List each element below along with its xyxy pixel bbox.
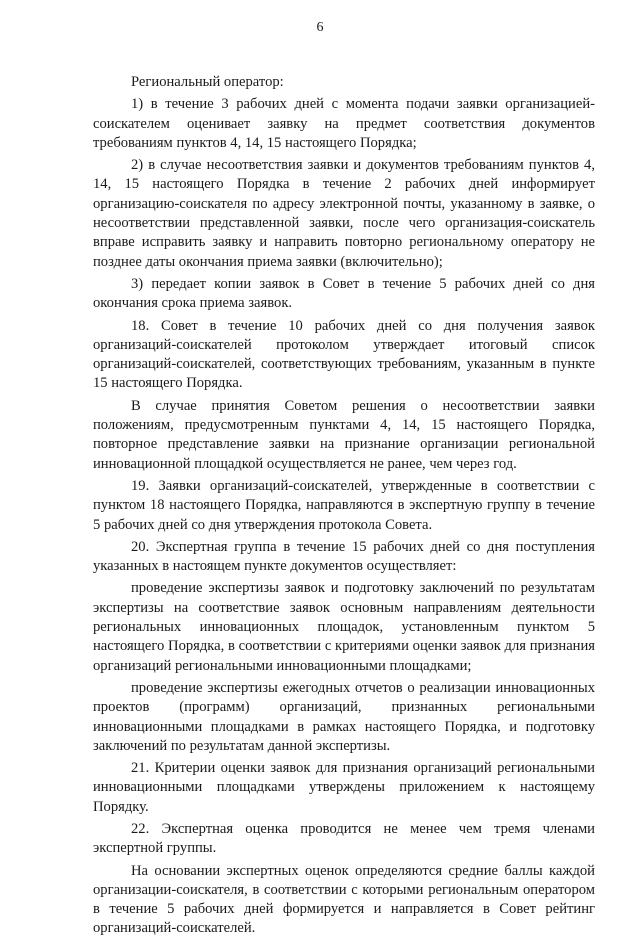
paragraph-final: На основании экспертных оценок определяются средние баллы каждой организации-соискателя, в соответствии с которыми региональным оператором в течение 5 рабочих дней формируется и направляется в Совет рейтинг организаций-соискателей.	[93, 862, 595, 937]
paragraph-item-3: 3) передает копии заявок в Совет в течение 5 рабочих дней со дня окончания срока приема заявок.	[93, 275, 595, 312]
paragraph-regional-operator: Региональный оператор:	[131, 74, 284, 90]
paragraph-clause-20-item-2: проведение экспертизы ежегодных отчетов о реализации инновационных проектов (программ) организаций, признанных региональными инновационными площадками в рамках настоящего Порядка, и подготовку заключений по результатам данной экспертизы.	[93, 679, 595, 754]
document-body	[93, 73, 595, 942]
paragraph-item-2: 2) в случае несоответствия заявки и документов требованиям пунктов 4, 14, 15 настоящего Порядка в течение 2 рабочих дней информирует организацию-соискателя по адресу электронной почты, указанному в заявке, о несоответствии представленной заявки, после чего организация-соискатель вправе исправить заявку и направить повторно региональному оператору не позднее даты окончания приема заявки (включительно);	[93, 157, 595, 270]
paragraph-clause-18-note: В случае принятия Советом решения о несоответствии заявки положениям, предусмотренным пунктами 4, 14, 15 настоящего Порядка, повторное представление заявки на признание организации региональной инновационной площадкой осуществляется не ранее, чем через год.	[93, 397, 595, 472]
page-number: 6	[316, 20, 324, 35]
paragraph-item-1: 1) в течение 3 рабочих дней с момента подачи заявки организацией-соискателем оценивает заявку на предмет соответствия документов требованиям пунктов 4, 14, 15 настоящего Порядка;	[93, 96, 595, 151]
paragraph-clause-19: 19. Заявки организаций-соискателей, утвержденные в соответствии с пунктом 18 настоящего Порядка, направляются в экспертную группу в течение 5 рабочих дней со дня утверждения протокола Совета.	[93, 477, 595, 533]
paragraph-clause-22: 22. Экспертная оценка проводится не менее чем тремя членами экспертной группы.	[93, 820, 595, 857]
paragraph-clause-18: 18. Совет в течение 10 рабочих дней со дня получения заявок организаций-соискателей протоколом утверждает итоговый список организаций-соискателей, соответствующих требованиям, указанным в пункте 15 настоящего Порядка.	[93, 317, 595, 392]
paragraph-clause-20: 20. Экспертная группа в течение 15 рабочих дней со дня поступления указанных в настоящем пункте документов осуществляет:	[93, 538, 595, 575]
paragraph-clause-21: 21. Критерии оценки заявок для признания организаций региональными инновационными площадками утверждены приложением к настоящему Порядку.	[93, 760, 595, 815]
paragraph-clause-20-item-1: проведение экспертизы заявок и подготовку заключений по результатам экспертизы на соответствие заявок основным направлениям деятельности региональных инновационных площадок, установленным пунктом 5 настоящего Порядка, в соответствии с критериями оценки заявок для признания организаций региональными инновационными площадками;	[93, 580, 595, 674]
